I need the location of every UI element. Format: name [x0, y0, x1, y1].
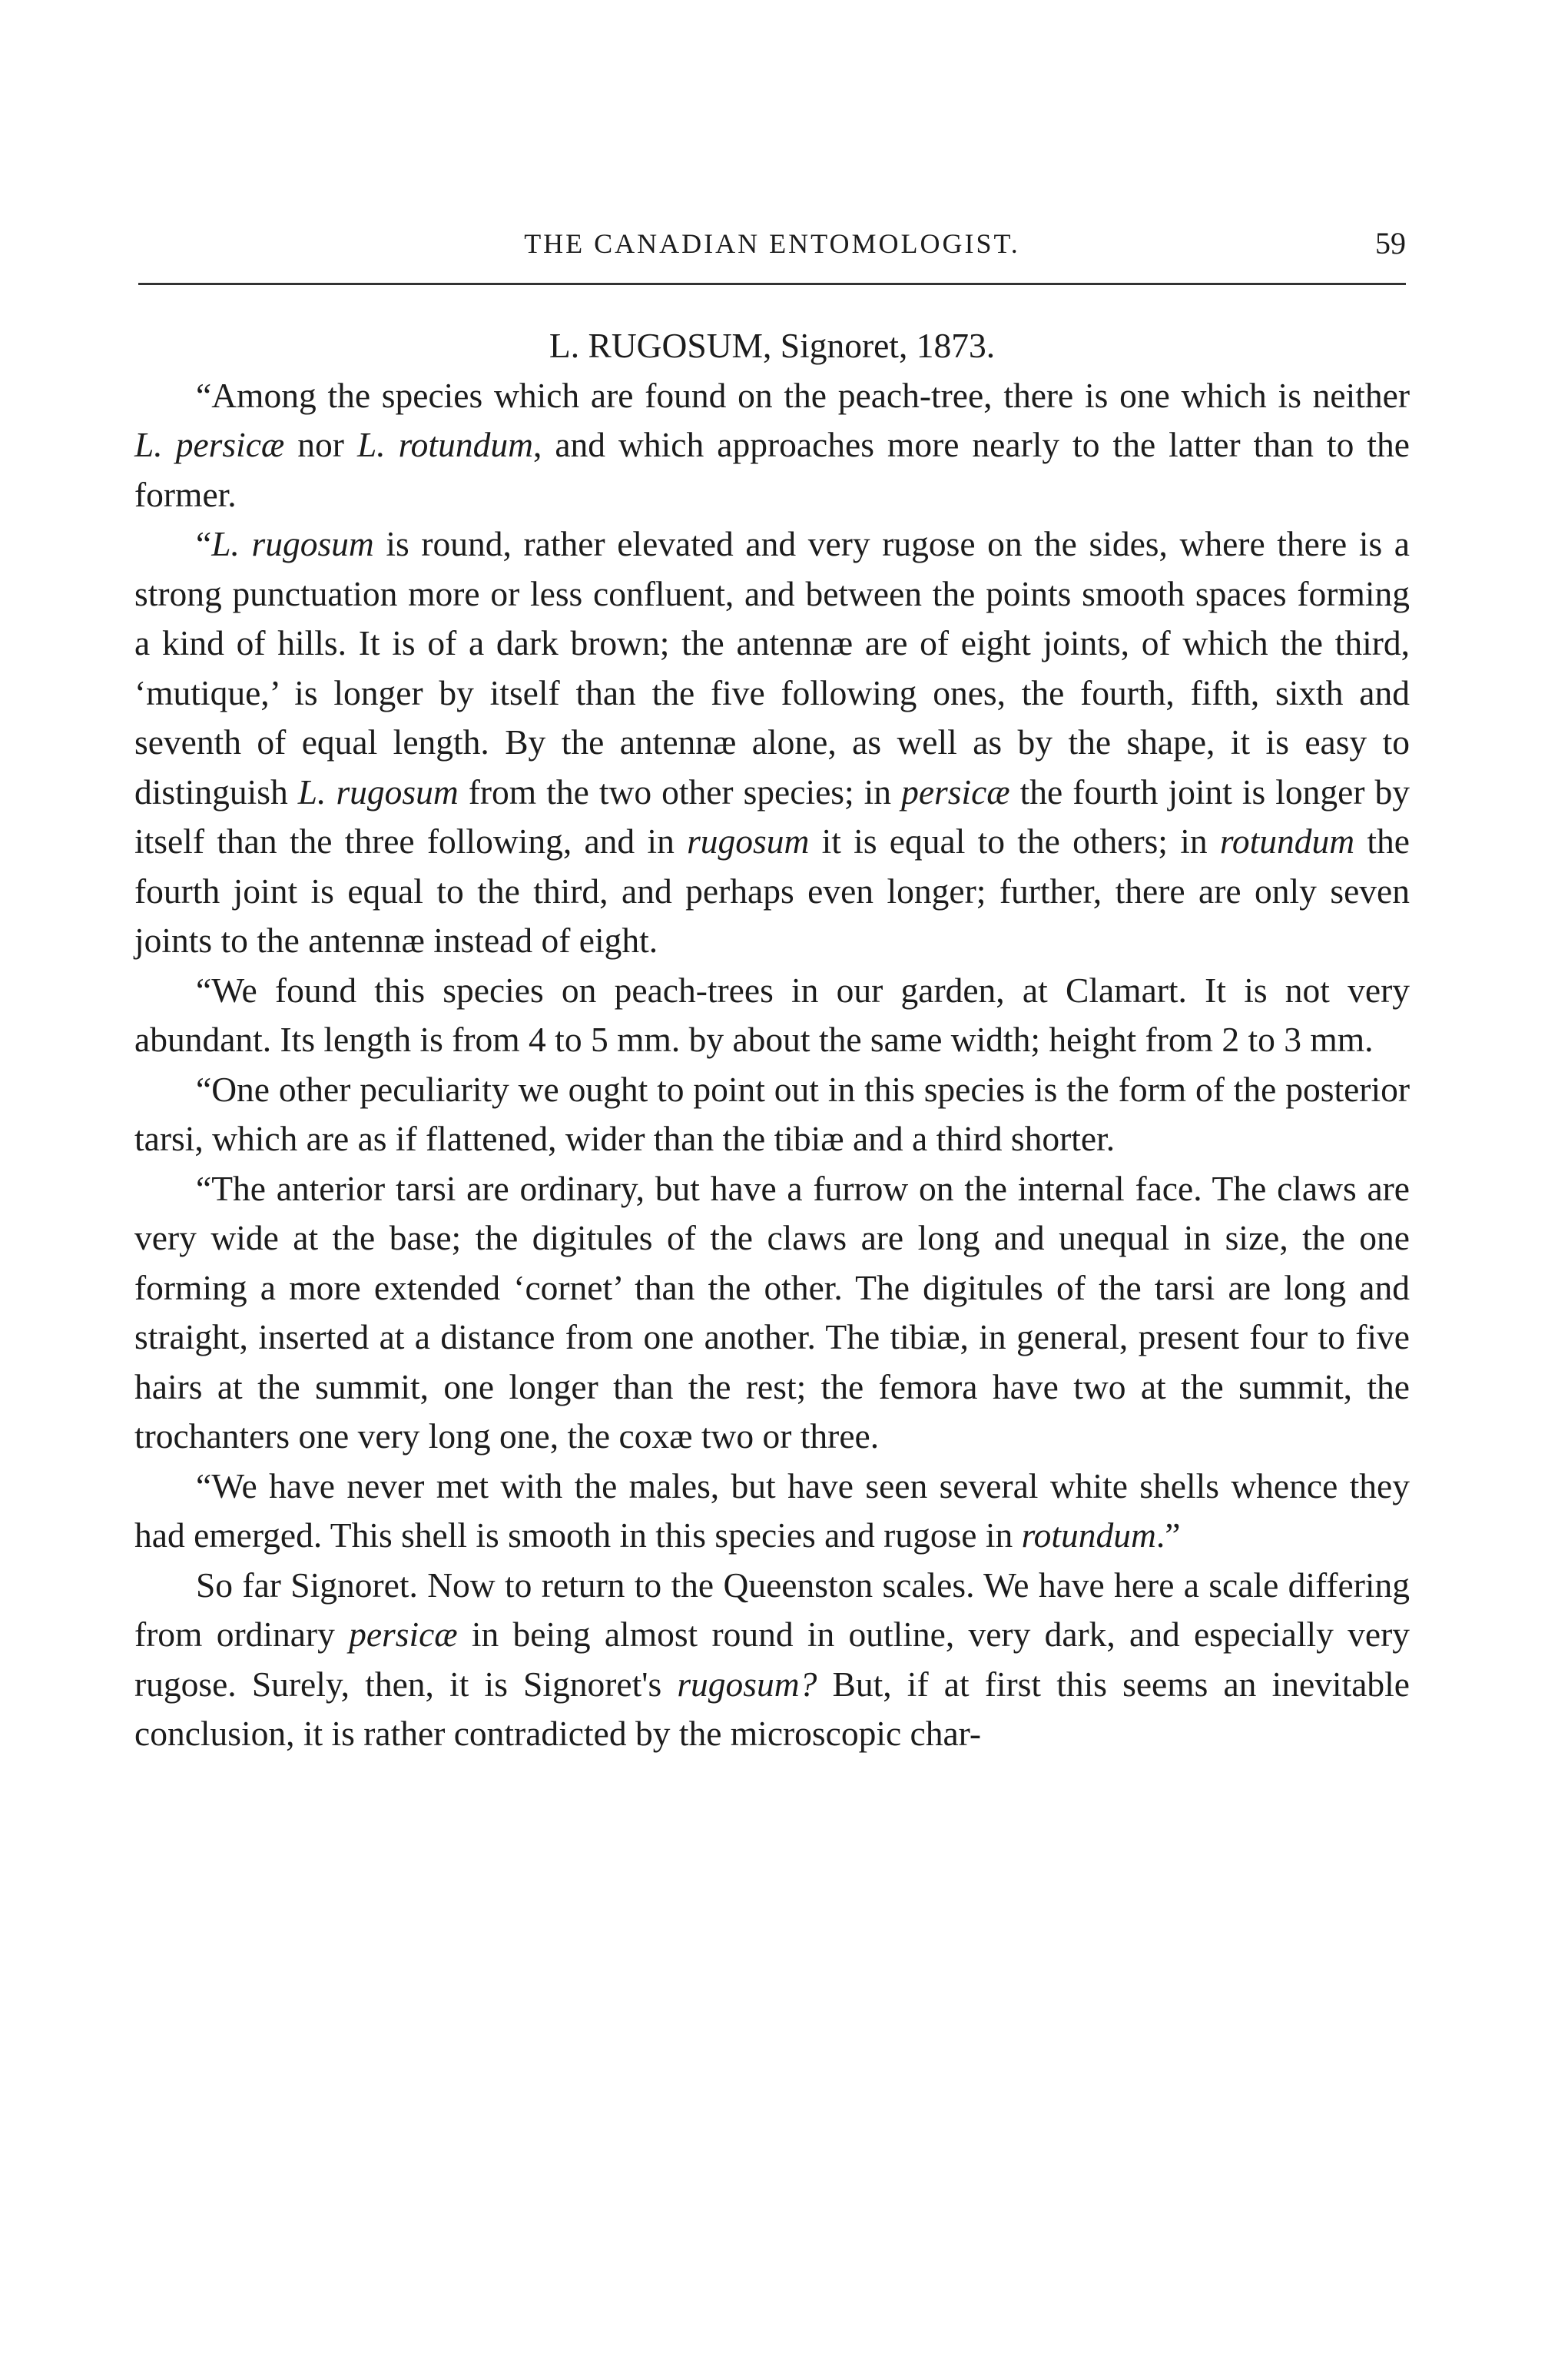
italic-text: rotundum	[1219, 822, 1355, 861]
text-run: “	[196, 524, 212, 563]
text-run: “We found this species on peach-trees in our garden, at Clamart. It is not very abundant. Its length is from 4 to 5 mm. by about the same width; height from 2 to 3 mm.	[134, 970, 1410, 1059]
text-run: .”	[1155, 1515, 1181, 1555]
italic-text: L. rugosum	[297, 772, 459, 812]
italic-text: rugosum	[687, 822, 810, 861]
running-title: THE CANADIAN ENTOMOLOGIST.	[524, 228, 1020, 259]
species-author: , Signoret, 1873.	[763, 326, 996, 365]
text-run: nor	[284, 425, 357, 464]
text-run: the fourth joint is longer by itself than the three following, and in	[134, 772, 1411, 861]
paragraph	[134, 371, 1410, 520]
text-run: from the two other species; in	[458, 772, 902, 812]
text-run: is round, rather elevated and very rugose on the sides, where there is a strong punctuation more or less confluent, and between the points smooth spaces forming a kind of hills. It is of a dark brown; the antennæ are of eight joints, of which the third, ‘mutique,’ is longer by itself than the five following ones, the fourth, fifth, sixth and seventh of equal length. By the antennæ alone, as well as by the shape, it is easy to distinguish	[134, 524, 1410, 812]
species-name: L. RUGOSUM	[549, 326, 764, 365]
paragraph	[134, 1065, 1410, 1164]
page-number: 59	[1375, 226, 1406, 261]
text-run: “We have never met with the males, but have seen several white shells whence they had emerged. This shell is smooth in this species and rugose in	[134, 1465, 1410, 1555]
italic-text: rotundum	[1021, 1515, 1156, 1555]
text-run: the fourth joint is equal to the third, and perhaps even longer; further, there are only seven joints to the antennæ instead of eight.	[134, 822, 1411, 960]
italic-text: L. rugosum	[211, 524, 374, 563]
paragraph	[134, 1561, 1410, 1759]
text-run: “One other peculiarity we ought to point out in this species is the form of the posterior tarsi, which are as if flattened, wider than the tibiæ and a third shorter.	[134, 1069, 1410, 1158]
text-run: , and which approaches more nearly to the latter than to the former.	[134, 425, 1411, 514]
italic-text: rugosum?	[677, 1664, 817, 1704]
text-run: “The anterior tarsi are ordinary, but have a furrow on the internal face. The claws are very wide at the base; the digitules of the claws are long and unequal in size, the one forming a more extended ‘cornet’ than the other. The digitules of the tarsi are long and straight, inserted at a distance from one another. The tibiæ, in general, present four to five hairs at the summit, one longer than the rest; the femora have two at the summit, the trochanters one very long one, the coxæ two or three.	[134, 1168, 1410, 1456]
text-run: in being almost round in outline, very dark, and especially very rugose. Surely, then, it is Signoret's	[134, 1615, 1410, 1704]
body-text	[134, 321, 1410, 1759]
paragraph	[134, 1462, 1410, 1561]
text-run: “Among the species which are found on the peach-tree, there is one which is neither	[196, 375, 1410, 415]
header-rule	[138, 283, 1406, 285]
italic-text: persicæ	[349, 1615, 458, 1654]
text-run: So far Signoret. Now to return to the Queenston scales. We have here a scale differing from ordinary	[134, 1565, 1410, 1654]
text-run: it is equal to the others; in	[809, 822, 1220, 861]
paragraph	[134, 519, 1410, 966]
text-run: But, if at first this seems an inevitable conclusion, it is rather contradicted by the microscopic char-	[134, 1664, 1410, 1753]
italic-text: L. rotundum	[356, 425, 533, 464]
paragraph	[134, 1164, 1410, 1462]
running-header	[138, 224, 1406, 263]
italic-text: L. persicæ	[134, 425, 285, 464]
italic-text: persicæ	[901, 772, 1010, 812]
paragraph	[134, 966, 1410, 1065]
section-heading	[134, 321, 1410, 371]
